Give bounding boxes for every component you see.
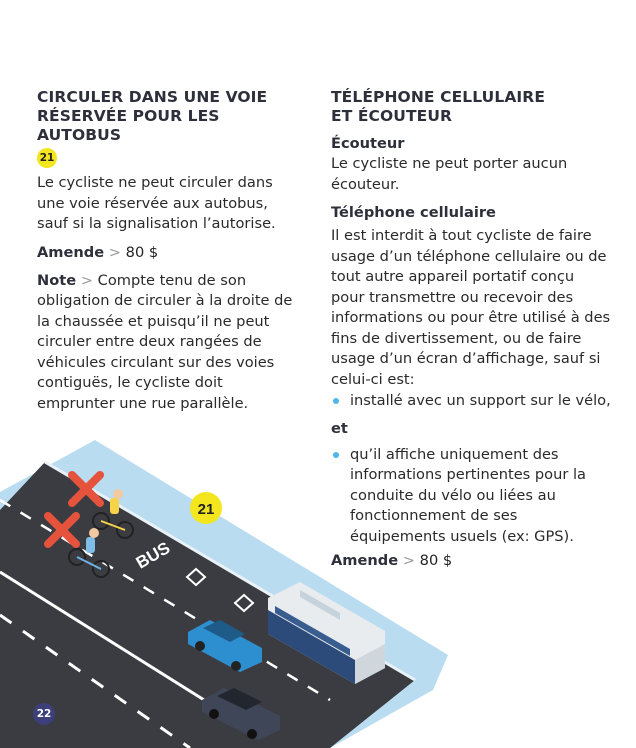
fine-line xyxy=(37,243,299,263)
section-title xyxy=(331,88,611,126)
bullet-icon xyxy=(333,452,339,458)
list-item xyxy=(331,445,611,548)
title-line: CIRCULER DANS UNE VOIE xyxy=(37,88,268,106)
fine-label: Amende xyxy=(331,552,399,569)
subheading: Écouteur xyxy=(331,135,405,152)
body-text: Il est interdit à tout cycliste de faire usage d’un téléphone cellulaire ou de tout autre appareil portatif conçu pour transmettre ou recevoir des informations ou pour être utilisé à des fins de divertissement, ou de faire usage d’un écran d’affichage, sauf si celui-ci est: xyxy=(331,227,611,388)
note-label: Note xyxy=(37,271,77,289)
separator: > xyxy=(80,271,93,289)
sign-badge xyxy=(190,492,222,524)
list-item-text: installé avec un support sur le vélo, xyxy=(350,392,611,409)
article-badge: 21 xyxy=(37,148,57,168)
list-item xyxy=(331,391,611,412)
list-item-text: qu’il affiche uniquement des informations pertinentes pour la conduite du vélo ou liées au fonctionnement de ses équipements usuels (ex: GPS). xyxy=(350,445,586,545)
bus-lane-section xyxy=(37,88,299,414)
page-number: 22 xyxy=(33,703,55,725)
section-title xyxy=(37,88,299,145)
bus-lane-text: BUS xyxy=(132,538,174,573)
separator: > xyxy=(108,243,122,261)
svg-text:21: 21 xyxy=(197,501,215,518)
body-text: Le cycliste ne peut circuler dans une voie réservée aux autobus, sauf si la signalisation l’autorise. xyxy=(37,174,276,232)
fine-value: 80 $ xyxy=(125,243,159,261)
note-text xyxy=(37,271,299,415)
bullet-icon xyxy=(333,398,339,404)
title-line: RÉSERVÉE POUR LES AUTOBUS xyxy=(37,107,220,144)
body-text: Le cycliste ne peut porter aucun écouteur. xyxy=(331,155,568,193)
title-line: TÉLÉPHONE CELLULAIRE xyxy=(331,88,546,106)
fine-line xyxy=(331,551,611,571)
fine-label: Amende xyxy=(37,243,105,261)
separator: > xyxy=(402,552,416,569)
subheading: Téléphone cellulaire xyxy=(331,204,496,221)
fine-value: 80 $ xyxy=(419,552,453,569)
phone-section xyxy=(331,88,611,571)
note-body: Compte tenu de son obligation de circuler à la droite de la chaussée et puisqu’il ne peut circuler entre deux rangées de véhicules circulant sur des voies contiguës, le cycliste doit emprunter une rue parallèle. xyxy=(37,271,293,412)
title-line: ET ÉCOUTEUR xyxy=(331,107,453,125)
conjunction: et xyxy=(331,419,348,437)
